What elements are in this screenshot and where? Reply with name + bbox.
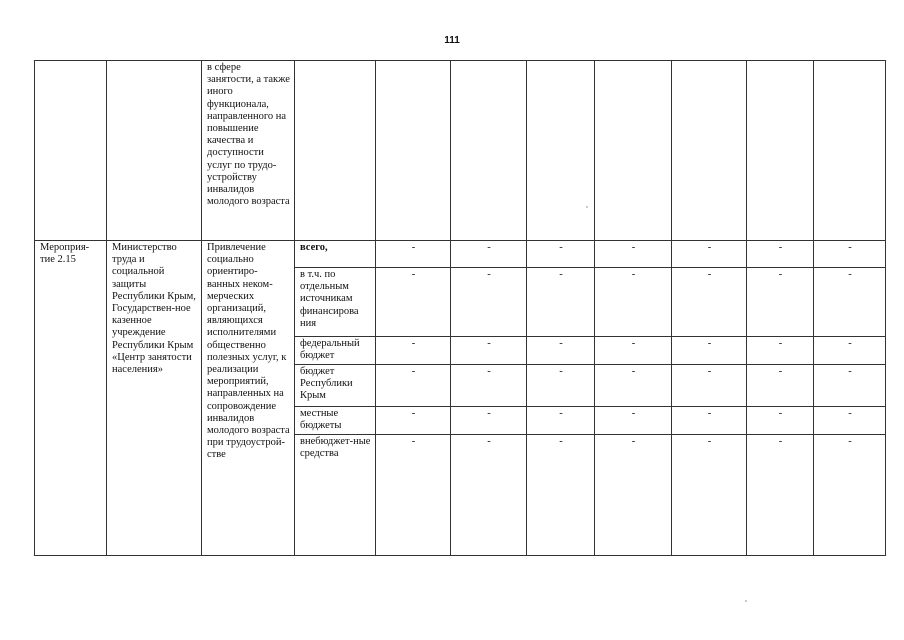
value-cell: - <box>814 365 886 407</box>
value-cell: - <box>376 435 451 556</box>
value-cell: - <box>451 365 527 407</box>
value-cell: - <box>747 407 814 435</box>
value-cell: - <box>747 435 814 556</box>
value-cell: - <box>376 407 451 435</box>
value-cell: - <box>527 407 595 435</box>
value-cell: - <box>451 407 527 435</box>
value-cell: - <box>527 241 595 268</box>
funding-source: внебюджет-ные средства <box>295 435 376 556</box>
continuation-row <box>35 61 886 241</box>
value-cell-empty <box>672 61 747 241</box>
value-cell-empty <box>451 61 527 241</box>
value-cell-empty <box>747 61 814 241</box>
value-cell: - <box>527 337 595 365</box>
value-cell: - <box>747 365 814 407</box>
value-cell: - <box>595 435 672 556</box>
value-cell: - <box>451 435 527 556</box>
value-cell: - <box>451 337 527 365</box>
value-cell: - <box>814 268 886 337</box>
financing-table <box>34 60 886 556</box>
value-cell: - <box>814 435 886 556</box>
value-cell: - <box>672 407 747 435</box>
source-cell-empty <box>295 61 376 241</box>
page-number: 111 <box>444 35 460 46</box>
table-row <box>35 241 886 268</box>
value-cell: - <box>376 241 451 268</box>
value-cell: - <box>747 241 814 268</box>
value-cell-empty <box>376 61 451 241</box>
value-cell: - <box>595 268 672 337</box>
activity-code: Мероприя-тие 2.15 <box>35 241 107 556</box>
value-cell-empty <box>814 61 886 241</box>
value-cell-empty <box>527 61 595 241</box>
code-cell-empty <box>35 61 107 241</box>
activity-description: Привлечение социально ориентиро-ванных неком-мерческих организаций, являющихся исполнителями общественно полезных услуг, к реализации мероприятий, направленных на сопровождение инвалидов молодого возраста при трудоустрой-стве <box>202 241 295 556</box>
value-cell-empty <box>595 61 672 241</box>
value-cell: - <box>814 337 886 365</box>
funding-source: федеральный бюджет <box>295 337 376 365</box>
value-cell: - <box>451 268 527 337</box>
value-cell: - <box>376 268 451 337</box>
value-cell: - <box>747 337 814 365</box>
funding-source: местные бюджеты <box>295 407 376 435</box>
continuation-description: в сфере занятости, а также иного функционала, направленного на повышение качества и доступности услуг по трудо-устройству инвалидов молодого возраста <box>202 61 295 241</box>
value-cell: - <box>747 268 814 337</box>
value-cell: - <box>672 435 747 556</box>
value-cell: - <box>595 241 672 268</box>
value-cell: - <box>672 241 747 268</box>
value-cell: - <box>814 407 886 435</box>
value-cell: - <box>595 407 672 435</box>
value-cell: - <box>595 365 672 407</box>
value-cell: - <box>376 337 451 365</box>
activity-executor: Министерство труда и социальной защиты Республики Крым, Государствен-ное казенное учреждение Республики Крым «Центр занятости населения» <box>107 241 202 556</box>
value-cell: - <box>451 241 527 268</box>
value-cell: - <box>527 268 595 337</box>
scan-speck <box>586 206 588 208</box>
value-cell: - <box>672 337 747 365</box>
scan-speck <box>745 600 747 602</box>
value-cell: - <box>595 337 672 365</box>
value-cell: - <box>672 365 747 407</box>
value-cell: - <box>672 268 747 337</box>
funding-source: бюджет Республики Крым <box>295 365 376 407</box>
executor-cell-empty <box>107 61 202 241</box>
value-cell: - <box>376 365 451 407</box>
value-cell: - <box>814 241 886 268</box>
funding-source: всего, <box>295 241 376 268</box>
funding-source: в т.ч. по отдельным источникам финансирова ния <box>295 268 376 337</box>
value-cell: - <box>527 365 595 407</box>
value-cell: - <box>527 435 595 556</box>
